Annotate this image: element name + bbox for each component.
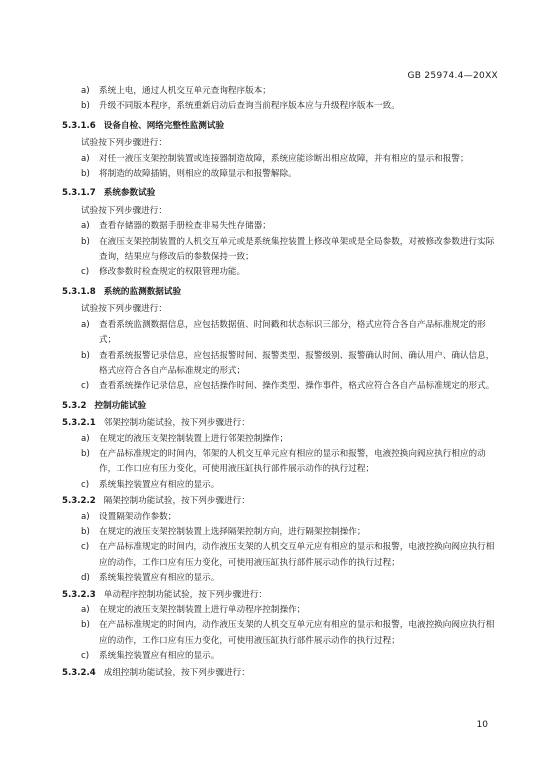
section-number: 5.3.1.8 bbox=[62, 286, 96, 297]
standard-number: GB 25974.4—20XX bbox=[407, 71, 498, 81]
list-item bbox=[62, 540, 502, 571]
list-item-text: 在规定的液压支架控制装置上进行单动程序控制操作； bbox=[99, 605, 306, 615]
list-item-text: 查看系统操作记录信息，应包括操作时间、操作类型、操作事件，格式应符合各自产品标准规定的形式。 bbox=[99, 381, 495, 392]
subsection-text: 隔架控制功能试验，按下列步骤进行： bbox=[103, 496, 250, 507]
list-item-label: a) bbox=[81, 605, 90, 615]
list-item-text: 系统集控装置应有相应的显示。 bbox=[99, 573, 220, 584]
list-item-label: c) bbox=[81, 542, 90, 553]
subsection-line bbox=[62, 588, 502, 603]
list-item-text: 在规定的液压支架控制装置上选择隔架控制方向，进行隔架控制操作； bbox=[99, 526, 366, 537]
list-item-label: a) bbox=[81, 221, 90, 232]
list-item-label: a) bbox=[81, 153, 90, 164]
list-item bbox=[62, 349, 502, 380]
list-item bbox=[62, 649, 502, 664]
subsection-number: 5.3.2.3 bbox=[62, 589, 96, 600]
list-item bbox=[62, 571, 502, 586]
list-item-text: 在液压支架控制装置的人机交互单元或是系统集控装置上修改单架或是全局参数，对被修改参数进行实际查询，结果应与修改后的参数保持一致； bbox=[99, 236, 495, 263]
list-item-label: c) bbox=[81, 267, 90, 278]
list-item bbox=[62, 265, 502, 280]
section-title: 控制功能试验 bbox=[94, 400, 147, 411]
list-item-text: 在规定的液压支架控制装置上进行邻架控制操作； bbox=[99, 433, 289, 444]
list-item bbox=[62, 525, 502, 540]
document-body bbox=[62, 84, 502, 681]
list-item bbox=[62, 447, 502, 478]
list-item bbox=[62, 167, 502, 182]
paragraph: 试验按下列步骤进行： bbox=[81, 304, 167, 315]
list-item-text: 查看系统报警记录信息，应包括报警时间、报警类型、报警级别、报警确认时间、确认用户、确认信息，格式应符合各自产品标准规定的形式； bbox=[99, 350, 495, 376]
list-item bbox=[62, 618, 502, 649]
subsection-number: 5.3.2.4 bbox=[62, 667, 96, 678]
paragraph: 试验按下列步骤进行： bbox=[81, 205, 167, 216]
list-item-text: 将制造的故障插销，则相应的故障显示和报警解除。 bbox=[99, 169, 297, 180]
list-item-label: a) bbox=[81, 319, 90, 330]
list-item bbox=[62, 379, 502, 394]
section-heading bbox=[62, 186, 502, 201]
list-item-label: b) bbox=[81, 169, 90, 180]
list-item bbox=[62, 510, 502, 525]
list-item-label: b) bbox=[81, 101, 90, 112]
list-item-text: 查看存储器的数据手册检查非易失性存储器； bbox=[99, 221, 271, 232]
list-item-text: 系统集控装置应有相应的显示。 bbox=[99, 479, 220, 490]
section-title: 设备自检、网络完整性监测试验 bbox=[103, 120, 225, 131]
list-item-text: 修改参数时检查规定的权限管理功能。 bbox=[99, 267, 246, 278]
subsection-text: 单动程序控制功能试验，按下列步骤进行： bbox=[103, 589, 268, 600]
list-item-text: 在产品标准规定的时间内，邻架的人机交互单元应有相应的显示和报警，电液控换向阀应执行相应的动作，工作口应有压力变化，可使用液压缸执行部件展示动作的执行过程； bbox=[99, 448, 486, 475]
section-number: 5.3.2 bbox=[62, 400, 87, 411]
list-item-text: 设置隔架动作参数； bbox=[99, 511, 177, 522]
subsection-line bbox=[62, 494, 502, 509]
section-heading bbox=[62, 399, 502, 414]
list-item bbox=[62, 318, 502, 349]
paragraph: 试验按下列步骤进行： bbox=[81, 138, 167, 149]
section-heading bbox=[62, 285, 502, 300]
list-item-label: c) bbox=[81, 651, 90, 662]
list-item bbox=[62, 478, 502, 493]
list-item bbox=[62, 99, 502, 114]
list-item-label: d) bbox=[81, 573, 90, 584]
list-item bbox=[62, 152, 502, 167]
list-item-label: a) bbox=[81, 433, 90, 444]
list-item-text: 系统集控装置应有相应的显示。 bbox=[99, 651, 220, 662]
section-title: 系统参数试验 bbox=[103, 188, 156, 199]
list-item-label: b) bbox=[81, 350, 90, 361]
list-item-text: 查看系统监测数据信息，应包括数据值、时间戳和状态标识三部分，格式应符合各自产品标准规定的形式； bbox=[99, 319, 486, 346]
list-item-label: c) bbox=[81, 479, 90, 490]
list-item-label: b) bbox=[81, 620, 90, 631]
page-number: 10 bbox=[476, 720, 488, 730]
list-item bbox=[62, 219, 502, 234]
list-item-label: a) bbox=[81, 86, 90, 96]
list-item-label: b) bbox=[81, 236, 90, 247]
list-item bbox=[62, 84, 502, 99]
list-item-text: 在产品标准规定的时间内，动作液压支架的人机交互单元应有相应的显示和报警，电液控换向阀应执行相应的动作，工作口应有压力变化，可使用液压缸执行部件展示动作的执行过程； bbox=[99, 620, 495, 646]
list-item-text: 升级不同版本程序，系统重新启动后查询当前程序版本应与升级程序版本一致。 bbox=[99, 101, 400, 112]
subsection-number: 5.3.2.1 bbox=[62, 418, 96, 429]
list-item-label: c) bbox=[81, 381, 90, 392]
list-item bbox=[62, 432, 502, 447]
list-item-label: a) bbox=[81, 511, 90, 522]
subsection-line bbox=[62, 416, 502, 431]
list-item bbox=[62, 235, 502, 266]
section-heading bbox=[62, 119, 502, 134]
list-item-text: 系统上电，通过人机交互单元查询程序版本； bbox=[99, 86, 271, 96]
section-number: 5.3.1.6 bbox=[62, 120, 96, 131]
subsection-number: 5.3.2.2 bbox=[62, 496, 96, 507]
list-item bbox=[62, 603, 502, 618]
subsection-line bbox=[62, 666, 502, 681]
subsection-text: 成组控制功能试验，按下列步骤进行： bbox=[103, 667, 250, 678]
list-item-text: 在产品标准规定的时间内，动作液压支架的人机交互单元应有相应的显示和报警，电液控换向阀应执行相应的动作，工作口应有压力变化，可使用液压缸执行部件展示动作的执行过程； bbox=[99, 542, 495, 568]
subsection-text: 邻架控制功能试验，按下列步骤进行： bbox=[103, 418, 250, 429]
list-item-label: b) bbox=[81, 448, 90, 459]
section-number: 5.3.1.7 bbox=[62, 188, 96, 199]
list-item-label: b) bbox=[81, 526, 90, 537]
list-item-text: 对任一液压支架控制装置或连接器制造故障，系统应能诊断出相应故障，并有相应的显示和报警； bbox=[99, 153, 469, 164]
section-title: 系统的监测数据试验 bbox=[103, 286, 182, 297]
